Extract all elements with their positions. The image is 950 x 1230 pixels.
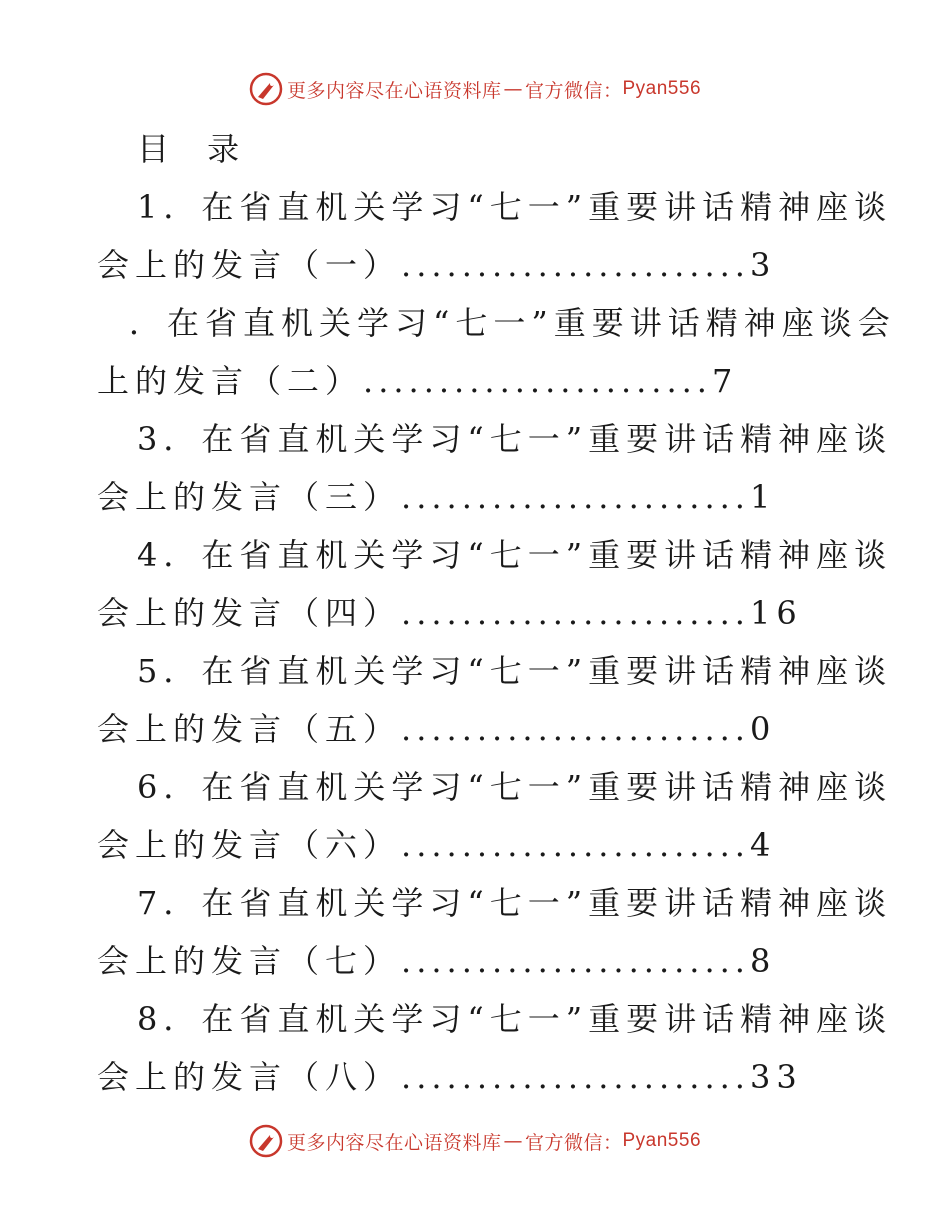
toc-page-number: 1 — [749, 478, 777, 516]
toc-entry-line2 — [97, 352, 877, 410]
watermark-main-text: 更多内容尽在心语资料库 — [286, 79, 502, 102]
watermark-sub-text: 官方微信： — [524, 79, 623, 102]
toc-page-number: 33 — [749, 1058, 803, 1096]
toc-entry-line2 — [97, 468, 877, 526]
watermark-sub-text: 官方微信： — [524, 1131, 623, 1154]
watermark-footer — [0, 1124, 950, 1158]
toc-entry-title-end: 会上的发言（八） — [97, 1058, 402, 1096]
toc-entry-line2 — [97, 700, 877, 758]
toc-entry-title-end: 会上的发言（六） — [97, 826, 402, 864]
toc-leader-dots: ....................... — [401, 1058, 750, 1096]
toc-entry-line2 — [97, 584, 877, 642]
toc-leader-dots: ....................... — [401, 594, 750, 632]
pen-nib-logo-icon — [249, 72, 283, 106]
toc-entry-line1: 8．在省直机关学习“七一”重要讲话精神座谈 — [137, 1000, 893, 1038]
watermark-main-text: 更多内容尽在心语资料库 — [286, 1131, 502, 1154]
watermark-header — [0, 72, 950, 106]
toc-entry-line1: 6．在省直机关学习“七一”重要讲话精神座谈 — [137, 768, 893, 806]
toc-entry-line2 — [97, 1048, 877, 1106]
watermark-separator: — — [503, 78, 523, 100]
toc-page-number: 3 — [749, 246, 777, 284]
toc-leader-dots: ....................... — [401, 478, 750, 516]
toc-entry-title-end: 会上的发言（五） — [97, 710, 402, 748]
toc-entry-line1: ．在省直机关学习“七一”重要讲话精神座谈会 — [129, 304, 896, 342]
watermark-id: Pyan556 — [622, 78, 702, 99]
toc-page-number: 8 — [749, 942, 777, 980]
pen-nib-logo-icon — [249, 1124, 283, 1158]
toc-leader-dots: ....................... — [401, 826, 750, 864]
toc-entry-title-end: 会上的发言（三） — [97, 478, 402, 516]
toc-leader-dots: ....................... — [363, 362, 712, 400]
toc-title: 目 录 — [137, 130, 254, 168]
toc-entry-line1: 5．在省直机关学习“七一”重要讲话精神座谈 — [137, 652, 893, 690]
toc-entry-line2 — [97, 236, 877, 294]
toc-entry-line2 — [97, 932, 877, 990]
toc-page-number: 16 — [749, 594, 803, 632]
toc-leader-dots: ....................... — [401, 710, 750, 748]
toc-entry-title-end: 上的发言（二） — [97, 362, 364, 400]
watermark-id: Pyan556 — [622, 1130, 702, 1151]
toc-page-number: 0 — [749, 710, 777, 748]
toc-page-number: 4 — [749, 826, 777, 864]
toc-entry-title-end: 会上的发言（七） — [97, 942, 402, 980]
watermark-separator: — — [503, 1130, 523, 1152]
toc-entry-title-end: 会上的发言（四） — [97, 594, 402, 632]
toc-leader-dots: ....................... — [401, 246, 750, 284]
toc-entry-line1: 7．在省直机关学习“七一”重要讲话精神座谈 — [137, 884, 893, 922]
toc-entry-title-end: 会上的发言（一） — [97, 246, 402, 284]
toc-entry-line2 — [97, 816, 877, 874]
toc-entry-line1: 3．在省直机关学习“七一”重要讲话精神座谈 — [137, 420, 893, 458]
table-of-contents — [97, 120, 896, 1106]
toc-entry-line1: 1．在省直机关学习“七一”重要讲话精神座谈 — [137, 188, 893, 226]
toc-page-number: 7 — [711, 362, 739, 400]
toc-entry-line1: 4．在省直机关学习“七一”重要讲话精神座谈 — [137, 536, 893, 574]
toc-leader-dots: ....................... — [401, 942, 750, 980]
